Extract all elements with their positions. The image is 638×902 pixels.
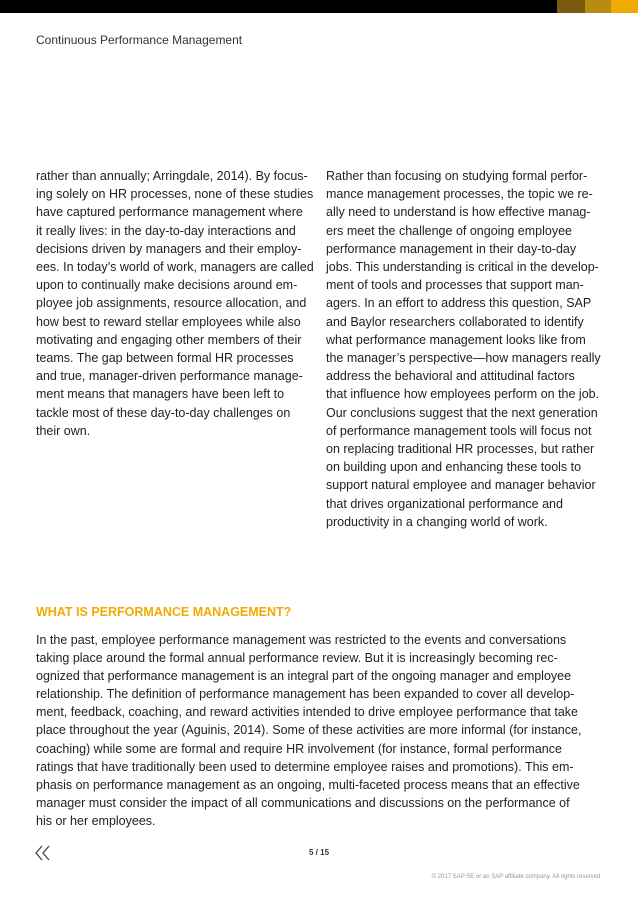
paragraph-line: place throughout the year (Aguinis, 2014). Some of these activities are more informal (for instance,: [36, 723, 582, 738]
paragraph-line: manager must consider the impact of all communications and discussions on the performance of: [36, 795, 570, 810]
double-chevron-left-icon[interactable]: [34, 845, 52, 861]
right-line: jobs. This understanding is critical in the develop-: [326, 260, 599, 275]
paragraph-line: his or her employees.: [36, 813, 156, 828]
left-line: upon to continually make decisions around em-: [36, 278, 298, 293]
right-line: performance management in their day-to-day: [326, 241, 577, 256]
right-column: [326, 167, 606, 531]
right-line: on building upon and enhancing these tools to: [326, 460, 582, 475]
paragraph-line: In the past, employee performance management was restricted to the events and conversations: [36, 633, 567, 647]
left-line: it really lives: in the day-to-day interactions and: [36, 223, 296, 238]
right-line: Rather than focusing on studying formal perfor-: [326, 169, 588, 183]
left-line: rather than annually; Arringdale, 2014). By focus-: [36, 169, 308, 183]
paragraph-line: ognized that performance management is an integral part of the ongoing manager and employee: [36, 669, 572, 684]
left-line: tackle most of these day-to-day challenges on: [36, 405, 291, 420]
paragraph-line: coaching) while some are formal and require HR involvement (for instance, formal performance: [36, 741, 562, 756]
left-line: motivating and engaging other members of their: [36, 332, 302, 347]
top-bar: [0, 0, 638, 13]
left-line: decisions driven by managers and their employ-: [36, 241, 302, 256]
paragraph-line: relationship. The definition of performance management has been expanded to cover all develop-: [36, 687, 575, 702]
left-line: ployee job assignments, resource allocation, and: [36, 296, 307, 311]
right-line: ers meet the challenge of ongoing employee: [326, 223, 572, 238]
left-line: ing solely on HR processes, none of these studies: [36, 187, 314, 202]
right-line: and Baylor researchers collaborated to identify: [326, 314, 584, 329]
left-line: ees. In today’s world of work, managers are called: [36, 260, 314, 275]
left-line: ment means that managers have been left to: [36, 387, 285, 402]
right-line: productivity in a changing world of work.: [326, 514, 548, 529]
left-column: [36, 167, 314, 440]
right-line: on replacing traditional HR processes, but rather: [326, 442, 595, 457]
left-line: teams. The gap between formal HR processes: [36, 351, 294, 366]
right-line: that drives organizational performance and: [326, 496, 563, 511]
copyright-notice: © 2017 SAP SE or an SAP affiliate company. All rights reserved.: [431, 874, 602, 880]
right-line: agers. In an effort to address this question, SAP: [326, 296, 592, 311]
section-paragraph: [36, 631, 606, 830]
right-line: what performance management looks like from: [326, 332, 586, 347]
top-bar-accent-mid: [585, 0, 611, 13]
left-line: how best to reward stellar employees while also: [36, 314, 301, 329]
page-number: 5 / 15: [309, 848, 330, 857]
top-bar-accent-gold: [611, 0, 638, 13]
running-title: Continuous Performance Management: [36, 33, 243, 47]
paragraph-line: ment, feedback, coaching, and reward activities intended to drive employee performance that take: [36, 705, 578, 720]
right-line: ally need to understand is how effective manag-: [326, 205, 591, 220]
right-line: that influence how employees perform on the job.: [326, 387, 600, 402]
right-line: support natural employee and manager behavior: [326, 478, 596, 493]
paragraph-line: ratings that have traditionally been used to determine employee raises and promotions). This em-: [36, 759, 574, 774]
right-line: the manager’s perspective—how managers really: [326, 351, 601, 366]
left-line: and true, manager-driven performance manage-: [36, 369, 303, 384]
right-line: mance management processes, the topic we re-: [326, 187, 593, 202]
left-line: have captured performance management where: [36, 205, 303, 220]
right-line: Our conclusions suggest that the next generation: [326, 405, 598, 420]
right-line: address the behavioral and attitudinal factors: [326, 369, 575, 384]
right-line: ment of tools and processes that support man-: [326, 278, 584, 293]
top-bar-accent-dark: [557, 0, 585, 13]
left-line: their own.: [36, 423, 91, 438]
section-heading: WHAT IS PERFORMANCE MANAGEMENT?: [36, 605, 292, 619]
right-line: of performance management tools will focus not: [326, 423, 592, 438]
paragraph-line: phasis on performance management as an ongoing, multi-faceted process means that an effective: [36, 777, 580, 792]
paragraph-line: taking place around the formal annual performance review. But it is increasingly becoming rec-: [36, 651, 558, 666]
